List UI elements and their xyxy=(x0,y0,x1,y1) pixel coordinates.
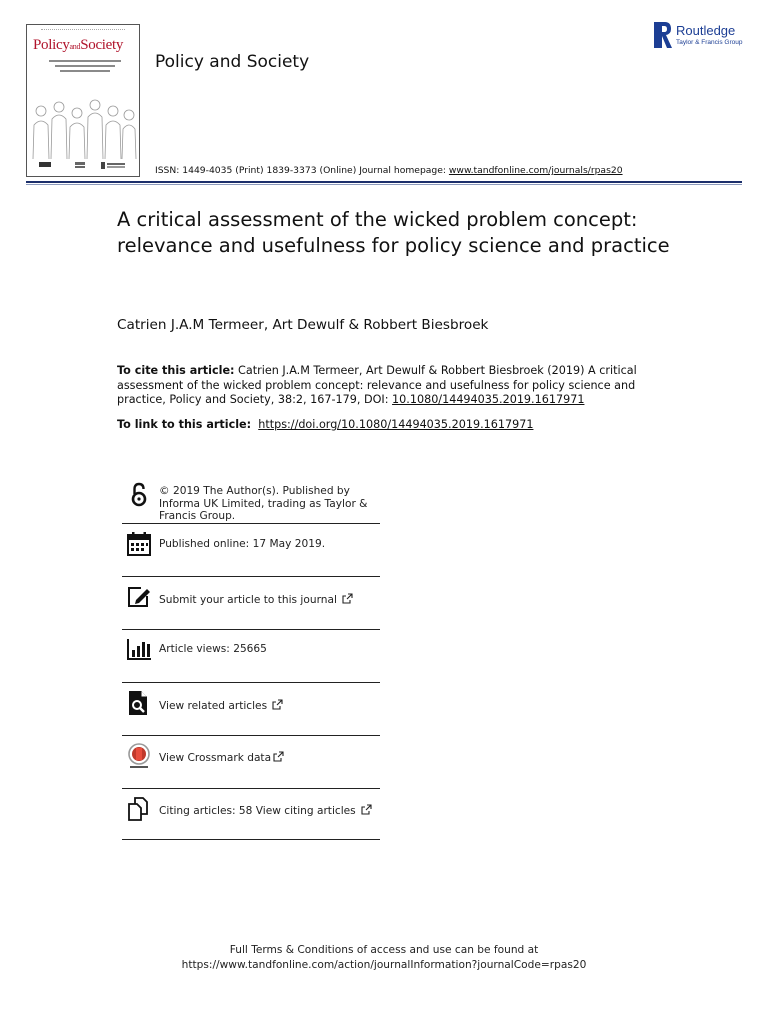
journal-cover-thumbnail[interactable] xyxy=(26,24,140,177)
doi-link[interactable]: 10.1080/14494035.2019.1617971 xyxy=(392,393,585,407)
row-divider xyxy=(122,629,380,630)
citing-articles-link[interactable]: Citing articles: 58 View citing articles xyxy=(159,804,383,818)
open-access-icon xyxy=(126,482,152,508)
cover-subtitle-lines xyxy=(49,57,121,77)
terms-text: Full Terms & Conditions of access and use can be found at xyxy=(229,944,539,956)
published-online-text: Published online: 17 May 2019. xyxy=(159,538,326,550)
row-divider xyxy=(122,682,380,683)
link-block xyxy=(117,418,533,431)
submit-article-row[interactable] xyxy=(122,584,380,630)
publisher-name: Routledge xyxy=(676,23,736,38)
crossmark-row[interactable] xyxy=(122,743,380,789)
issn-line xyxy=(155,165,623,176)
cover-people-illustration xyxy=(29,99,137,159)
related-articles-row[interactable] xyxy=(122,690,380,736)
article-doi-url[interactable]: https://doi.org/10.1080/14494035.2019.1617971 xyxy=(258,418,534,431)
crossmark-link[interactable]: View Crossmark data xyxy=(159,751,383,765)
external-link-icon xyxy=(361,804,372,815)
header-rule xyxy=(26,181,742,183)
external-link-icon xyxy=(342,593,353,604)
publisher-subtitle: Taylor & Francis Group xyxy=(676,39,743,46)
cite-text: Catrien J.A.M Termeer, Art Dewulf & Robbert Biesbroek (2019) A critical assessment of the wicked problem concept: relevance and usefulness for policy science and practice, Policy and Society, 38:2, 167-179, DOI: xyxy=(117,364,637,407)
routledge-r-icon xyxy=(654,22,672,48)
issn-text: ISSN: 1449-4035 (Print) 1839-3373 (Online) Journal homepage: xyxy=(155,165,449,176)
terms-url[interactable]: https://www.tandfonline.com/action/journalInformation?journalCode=rpas20 xyxy=(181,959,587,971)
journal-name: Policy and Society xyxy=(155,52,310,72)
row-divider xyxy=(122,576,380,577)
calendar-icon xyxy=(126,531,152,557)
crossmark-icon xyxy=(126,743,152,769)
terms-footer xyxy=(0,943,768,973)
link-label: To link to this article: xyxy=(117,418,252,431)
cover-footer-logos xyxy=(39,161,129,171)
citation-block xyxy=(117,364,647,408)
journal-homepage-link[interactable]: www.tandfonline.com/journals/rpas20 xyxy=(448,165,623,176)
article-views-text: Article views: 25665 xyxy=(159,643,267,655)
external-link-icon xyxy=(272,699,283,710)
article-authors: Catrien J.A.M Termeer, Art Dewulf & Robbert Biesbroek xyxy=(117,317,489,333)
cover-title: PolicyandSociety xyxy=(33,37,124,53)
published-online-row xyxy=(122,531,380,577)
open-access-row xyxy=(122,480,380,524)
row-divider xyxy=(122,839,380,840)
submit-article-link[interactable]: Submit your article to this journal xyxy=(159,593,383,607)
related-articles-link[interactable]: View related articles xyxy=(159,699,383,713)
bar-chart-icon xyxy=(126,637,152,663)
citing-articles-row[interactable] xyxy=(122,796,380,842)
cover-decoration xyxy=(41,29,125,33)
routledge-logo[interactable] xyxy=(654,22,754,50)
citing-articles-icon xyxy=(126,796,152,822)
header-rule-secondary xyxy=(26,184,742,185)
row-divider xyxy=(122,788,380,789)
article-title: A critical assessment of the wicked problem concept: relevance and usefulness for policy science and practice xyxy=(117,208,670,257)
cite-label: To cite this article: xyxy=(117,364,235,377)
search-document-icon xyxy=(126,690,152,716)
edit-icon xyxy=(126,584,152,610)
row-divider xyxy=(122,735,380,736)
row-divider xyxy=(122,523,380,524)
article-views-row xyxy=(122,637,380,683)
copyright-text: © 2019 The Author(s). Published by Informa UK Limited, trading as Taylor & Francis Group. xyxy=(159,485,368,523)
external-link-icon xyxy=(273,751,284,762)
